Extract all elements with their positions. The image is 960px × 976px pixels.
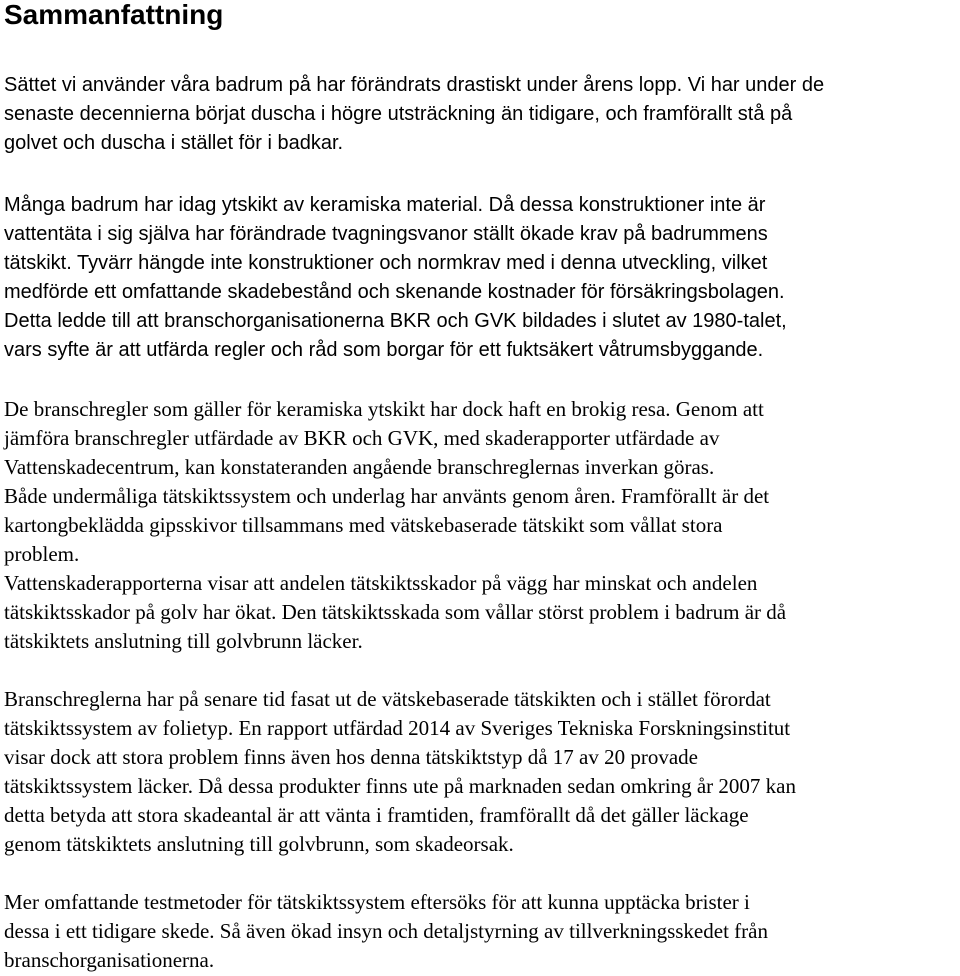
- paragraph-2: [4, 191, 960, 365]
- text-line: Många badrum har idag ytskikt av keramiska material. Då dessa konstruktioner inte är: [4, 194, 766, 216]
- text-line: visar dock att stora problem finns även hos denna tätskiktstyp då 17 av 20 provade: [4, 745, 699, 769]
- text-line: Detta ledde till att branschorganisationerna BKR och GVK bildades i slutet av 1980-talet,: [4, 310, 787, 332]
- text-line: tätskikt. Tyvärr hängde inte konstruktioner och normkrav med i denna utveckling, vilket: [4, 252, 768, 274]
- page-title: Sammanfattning: [4, 0, 224, 30]
- paragraph-1: [4, 71, 960, 158]
- text-line: tätskiktssystem läcker. Då dessa produkter finns ute på marknaden sedan omkring år 2007 kan: [4, 774, 796, 798]
- paragraph-5: [4, 888, 960, 975]
- text-line: kartongbeklädda gipsskivor tillsammans med vätskebaserade tätskikt som vållat stora: [4, 513, 723, 537]
- text-line: Vattenskaderapporterna visar att andelen tätskiktsskador på vägg har minskat och andelen: [4, 571, 758, 595]
- text-line: vars syfte är att utfärda regler och råd som borgar för ett fuktsäkert våtrumsbyggande.: [4, 339, 764, 361]
- text-line: Mer omfattande testmetoder för tätskiktssystem eftersöks för att kunna upptäcka brister i: [4, 890, 750, 914]
- text-line: tätskiktssystem av folietyp. En rapport utfärdad 2014 av Sveriges Tekniska Forskningsinstitut: [4, 716, 791, 740]
- text-line: tätskiktsskador på golv har ökat. Den tätskiktsskada som vållar störst problem i badrum är då: [4, 600, 787, 624]
- text-line: medförde ett omfattande skadebestånd och skenande kostnader för försäkringsbolagen.: [4, 281, 785, 303]
- text-line: jämföra branschregler utfärdade av BKR och GVK, med skaderapporter utfärdade av: [4, 426, 720, 450]
- text-line: vattentäta i sig själva har förändrade tvagningsvanor ställt ökade krav på badrummens: [4, 223, 768, 245]
- text-line: branschorganisationerna.: [4, 948, 215, 972]
- text-line: tätskiktets anslutning till golvbrunn läcker.: [4, 629, 363, 653]
- text-line: dessa i ett tidigare skede. Så även ökad insyn och detaljstyrning av tillverkningsskedet från: [4, 919, 768, 943]
- text-line: golvet och duscha i stället för i badkar.: [4, 132, 344, 154]
- paragraph-3: [4, 395, 960, 656]
- text-line: genom tätskiktets anslutning till golvbrunn, som skadeorsak.: [4, 832, 514, 856]
- text-line: problem.: [4, 542, 80, 566]
- text-line: De branschregler som gäller för keramiska ytskikt har dock haft en brokig resa. Genom att: [4, 397, 764, 421]
- text-line: Både undermåliga tätskiktssystem och underlag har använts genom åren. Framförallt är det: [4, 484, 770, 508]
- text-line: Branschreglerna har på senare tid fasat ut de vätskebaserade tätskikten och i stället förordat: [4, 687, 771, 711]
- text-line: Vattenskadecentrum, kan konstateranden angående branschreglernas inverkan göras.: [4, 455, 715, 479]
- text-line: senaste decennierna börjat duscha i högre utsträckning än tidigare, och framförallt stå på: [4, 103, 793, 125]
- text-line: detta betyda att stora skadeantal är att vänta i framtiden, framförallt då det gäller läckage: [4, 803, 749, 827]
- text-line: Sättet vi använder våra badrum på har förändrats drastiskt under årens lopp. Vi har under de: [4, 74, 825, 96]
- paragraph-4: [4, 685, 960, 859]
